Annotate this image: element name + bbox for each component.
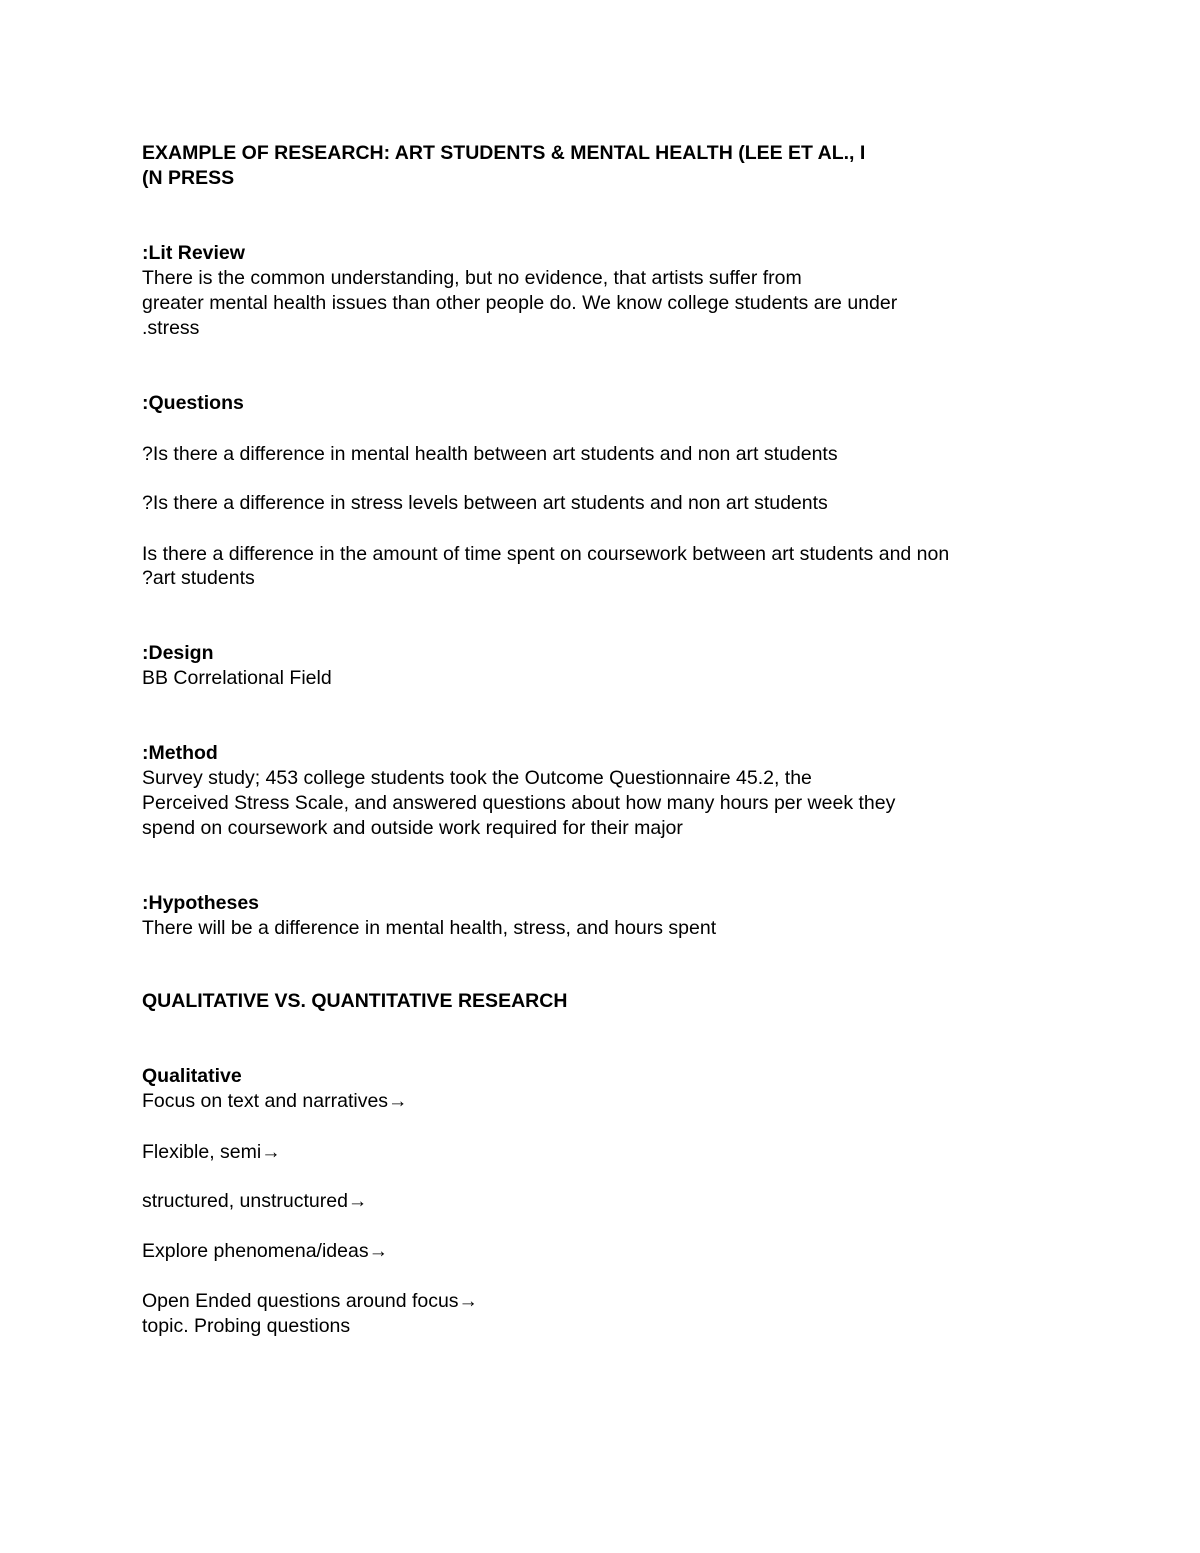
hypotheses-heading: :Hypotheses [142, 892, 260, 914]
lit-review-text-line: There is the common understanding, but no evidence, that artists suffer from [142, 267, 802, 289]
question-2: ?Is there a difference in stress levels between art students and non art students [142, 492, 828, 514]
hypotheses-text: There will be a difference in mental health, stress, and hours spent [142, 917, 717, 939]
method-text-line: Perceived Stress Scale, and answered questions about how many hours per week they [142, 792, 896, 814]
document-title-line-1: EXAMPLE OF RESEARCH: ART STUDENTS & MENTAL HEALTH (LEE ET AL., I [142, 142, 866, 164]
design-heading: :Design [142, 642, 214, 664]
method-text-line: Survey study; 453 college students took the Outcome Questionnaire 45.2, the [142, 767, 812, 789]
qualitative-item-4: Explore phenomena/ideas→ [142, 1240, 389, 1262]
document-title-line-2: (N PRESS [142, 167, 235, 189]
lit-review-text-line: .stress [142, 317, 200, 339]
question-3-line-2: ?art students [142, 567, 255, 589]
question-1: ?Is there a difference in mental health between art students and non art students [142, 443, 838, 465]
lit-review-heading: :Lit Review [142, 242, 245, 264]
qualitative-item-2: Flexible, semi→ [142, 1141, 281, 1163]
questions-heading: :Questions [142, 392, 244, 414]
qualitative-item-3: structured, unstructured→ [142, 1190, 368, 1212]
qualitative-item-5-line-2: topic. Probing questions [142, 1315, 351, 1337]
qualitative-heading: Qualitative [142, 1065, 242, 1087]
method-text-line: spend on coursework and outside work required for their major [142, 817, 683, 839]
section-2-title: QUALITATIVE VS. QUANTITATIVE RESEARCH [142, 990, 568, 1012]
method-heading: :Method [142, 742, 218, 764]
design-text: BB Correlational Field [142, 667, 332, 689]
lit-review-text-line: greater mental health issues than other people do. We know college students are under [142, 292, 898, 314]
qualitative-item-5-line-1: Open Ended questions around focus→ [142, 1290, 479, 1312]
qualitative-item-1: Focus on text and narratives→ [142, 1090, 408, 1112]
question-3-line-1: Is there a difference in the amount of time spent on coursework between art students and non [142, 543, 950, 565]
